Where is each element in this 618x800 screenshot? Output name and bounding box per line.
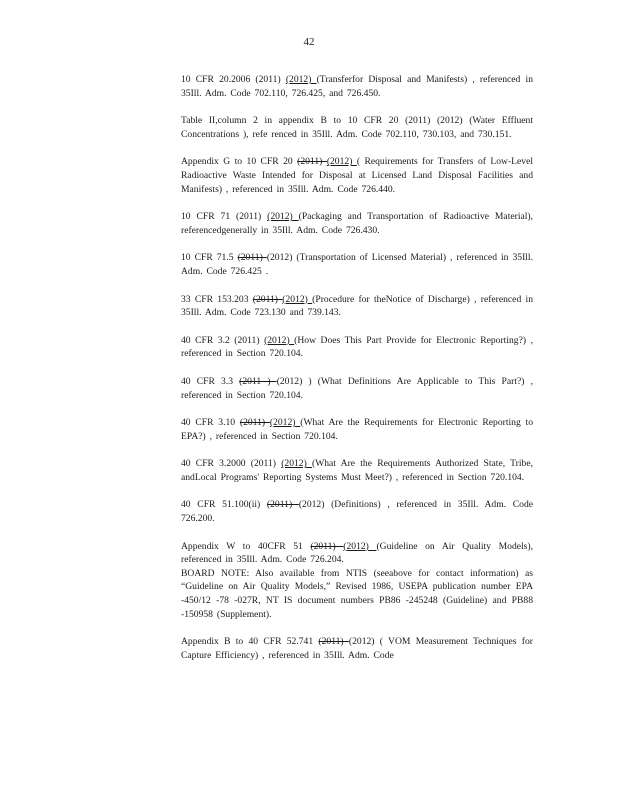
reference-segment: (What Are the Requirements Authorized State, Tribe, andLocal Programs' Reporting Systems Must Meet?) , referenced in Section 720.104. bbox=[181, 458, 537, 483]
reference-segment: 33 CFR 153.203 bbox=[181, 293, 253, 305]
reference-segment: (Transferfor Disposal and Manifests) , referenced in 35Ill. Adm. Code 702.110, 726.425, and 726.450. bbox=[181, 74, 537, 99]
reference-segment: (2012) ( VOM Measurement Techniques for Capture Efficiency) , referenced in 35Ill. Adm. Code bbox=[181, 636, 537, 661]
reference-list bbox=[181, 73, 537, 676]
reference-entry bbox=[181, 155, 537, 196]
page-number: 42 bbox=[303, 36, 315, 48]
reference-entry bbox=[181, 114, 537, 141]
reference-text bbox=[181, 457, 537, 484]
reference-segment: 40 CFR 3.3 bbox=[181, 375, 240, 387]
reference-segment: (2012) (Definitions) , referenced in 35Ill. Adm. Code 726.200. bbox=[181, 499, 537, 525]
reference-text bbox=[181, 635, 537, 662]
reference-text bbox=[181, 114, 537, 141]
reference-text bbox=[181, 334, 537, 361]
reference-text bbox=[181, 293, 537, 320]
reference-segment: Table II,column 2 in appendix B to 10 CFR 20 (2011) (2012) (Water Effluent Concentrations ), refe renced in 35Ill. Adm. Code 702.110, 730.103, and 730.151. bbox=[181, 115, 537, 140]
struck-text: (2011) bbox=[310, 540, 344, 552]
reference-segment: 10 CFR 71 (2011) bbox=[181, 211, 268, 223]
inserted-text: (2012) bbox=[264, 334, 295, 346]
reference-entry bbox=[181, 498, 537, 525]
reference-text bbox=[181, 155, 537, 196]
reference-entry bbox=[181, 416, 537, 443]
struck-text: (2011) bbox=[237, 252, 267, 264]
reference-text bbox=[181, 416, 537, 443]
reference-segment: 40 CFR 3.10 bbox=[181, 417, 240, 429]
reference-segment: Appendix W to 40CFR 51 bbox=[181, 540, 311, 552]
reference-text bbox=[181, 73, 537, 100]
reference-entry bbox=[181, 73, 537, 100]
reference-segment: (Packaging and Transportation of Radioactive Material), referencedgenerally in 35Ill. Adm. Code 726.430. bbox=[181, 211, 537, 236]
reference-segment: (How Does This Part Provide for Electronic Reporting?) , referenced in Section 720.104. bbox=[181, 334, 537, 360]
reference-segment: Appendix G to 10 CFR 20 bbox=[181, 156, 298, 168]
struck-text: (2011 ) bbox=[239, 375, 277, 387]
inserted-text: (2012) bbox=[282, 293, 313, 305]
reference-entry bbox=[181, 293, 537, 320]
reference-segment: (What Are the Requirements for Electronic Reporting to EPA?) , referenced in Section 720.104. bbox=[181, 417, 537, 442]
inserted-text: (2012) bbox=[326, 156, 357, 168]
reference-entry bbox=[181, 635, 537, 662]
struck-text: (2011) bbox=[266, 499, 299, 511]
reference-text bbox=[181, 251, 537, 278]
struck-text: (2011) bbox=[297, 156, 327, 168]
reference-segment: 40 CFR 3.2 (2011) bbox=[181, 334, 265, 346]
struck-text: (2011) bbox=[239, 417, 270, 429]
reference-segment: ( Requirements for Transfers of Low-Level Radioactive Waste Intended for Disposal at Licensed Land Disposal Facilities and Manifests) , referenced in 35Ill. Adm. Code 726.440. bbox=[181, 156, 537, 195]
reference-entry bbox=[181, 375, 537, 402]
reference-segment: (2012) ) (What Definitions Are Applicable to This Part?) , referenced in Section 720.104. bbox=[181, 375, 537, 401]
reference-segment: 40 CFR 51.100(ii) bbox=[181, 499, 267, 511]
inserted-text: (2012) bbox=[267, 211, 299, 223]
reference-entry bbox=[181, 210, 537, 237]
reference-text bbox=[181, 375, 537, 402]
reference-segment: 10 CFR 71.5 bbox=[181, 252, 238, 264]
reference-text bbox=[181, 498, 537, 525]
reference-entry bbox=[181, 251, 537, 278]
inserted-text: (2012) bbox=[285, 74, 317, 85]
reference-entry bbox=[181, 540, 537, 622]
reference-segment: 40 CFR 3.2000 (2011) bbox=[181, 458, 282, 470]
reference-segment: (Guideline on Air Quality Models), referenced in 35Ill. Adm. Code 726.204. bbox=[181, 540, 537, 566]
reference-segment: 10 CFR 20.2006 (2011) bbox=[181, 74, 286, 85]
board-note: BOARD NOTE: Also available from NTIS (seeabove for contact information) as “Guideline on Air Quality Models,” Revised 1986, USEPA publication number EPA -450/12 -78 -027R, NT IS document numbers PB86 -245248 (Guideline) and PB88 -150958 (Supplement). bbox=[181, 567, 533, 620]
inserted-text: (2012) bbox=[281, 458, 312, 470]
reference-segment: Appendix B to 40 CFR 52.741 bbox=[181, 636, 319, 648]
reference-entry bbox=[181, 334, 537, 361]
struck-text: (2011) bbox=[318, 636, 349, 648]
reference-entry bbox=[181, 457, 537, 484]
inserted-text: (2012) bbox=[269, 417, 301, 429]
reference-segment: (Procedure for theNotice of Discharge) , referenced in 35Ill. Adm. Code 723.130 and 739.143. bbox=[181, 293, 537, 319]
reference-segment: (2012) (Transportation of Licensed Material) , referenced in 35Ill. Adm. Code 726.425 . bbox=[181, 252, 537, 277]
reference-text bbox=[181, 210, 537, 237]
reference-text bbox=[181, 540, 537, 567]
struck-text: (2011) bbox=[252, 293, 283, 305]
inserted-text: (2012) bbox=[343, 540, 377, 552]
